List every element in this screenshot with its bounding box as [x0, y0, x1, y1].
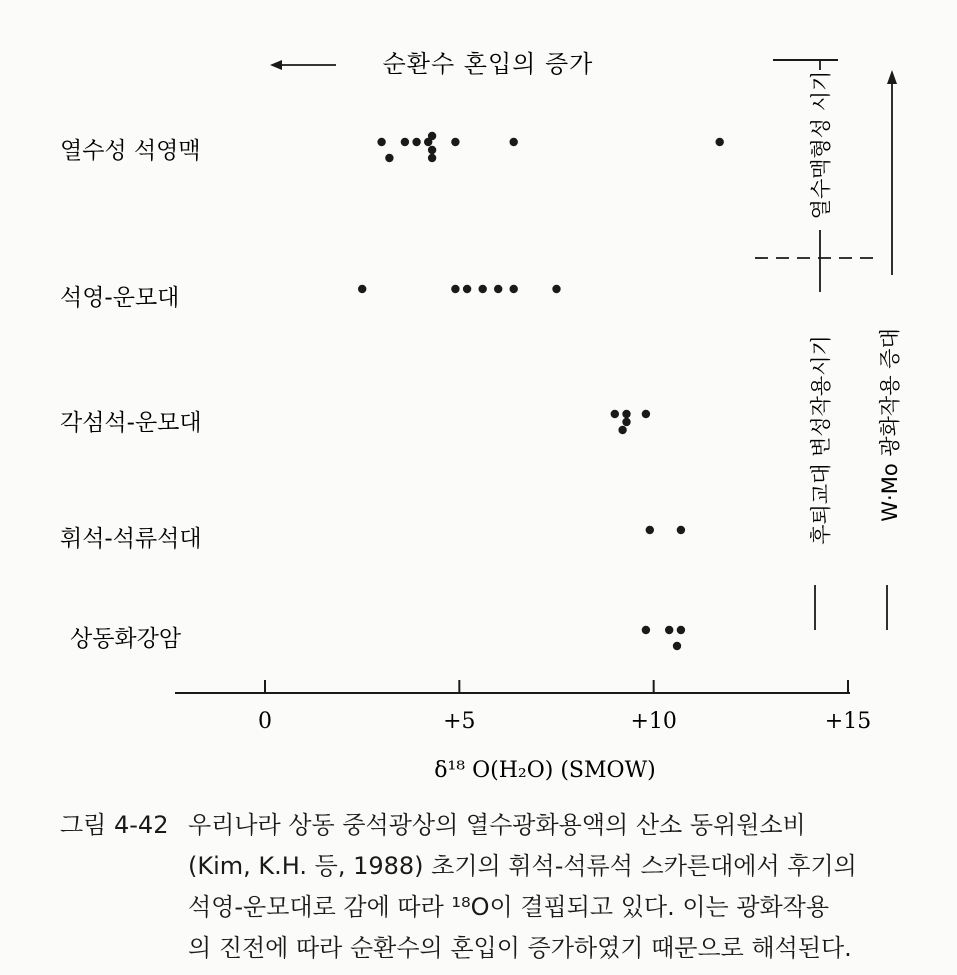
- category-label: 휘석-석류석대: [60, 526, 202, 552]
- data-point: [646, 526, 654, 534]
- data-point: [622, 418, 630, 426]
- x-tick-label: +15: [824, 709, 872, 734]
- data-point: [552, 285, 560, 293]
- arrow-label: 순환수 혼입의 증가: [382, 50, 594, 78]
- data-point: [665, 626, 673, 634]
- data-point: [451, 285, 459, 293]
- caption-line: (Kim, K.H. 등, 1988) 초기의 휘석-석류석 스카른대에서 후기의: [188, 852, 857, 880]
- data-point: [677, 626, 685, 634]
- data-point: [642, 626, 650, 634]
- category-label: 각섬석-운모대: [60, 410, 202, 436]
- data-point: [412, 138, 420, 146]
- data-point: [510, 138, 518, 146]
- stage-lower-label: 후퇴교대 변성작용시기: [809, 335, 833, 545]
- x-axis-label: δ¹⁸ O(H₂O) (SMOW): [434, 758, 656, 783]
- caption-line: 석영-운모대로 감에 따라 ¹⁸O이 결핍되고 있다. 이는 광화작용: [188, 893, 830, 921]
- caption-label: 그림 4-42: [60, 811, 169, 839]
- data-point: [358, 285, 366, 293]
- data-point: [401, 138, 409, 146]
- data-point: [673, 642, 681, 650]
- data-point: [428, 146, 436, 154]
- x-tick-label: 0: [258, 709, 272, 734]
- x-tick-label: +10: [630, 709, 677, 734]
- category-label: 상동화강암: [70, 626, 182, 652]
- category-label: 석영-운모대: [60, 285, 180, 311]
- data-point: [463, 285, 471, 293]
- data-point: [385, 154, 393, 162]
- data-point: [622, 410, 630, 418]
- stage-upper-label: 열수맥형성 시기: [809, 70, 833, 220]
- decrease-arrow-head: [270, 60, 282, 70]
- category-label: 열수성 석영맥: [60, 138, 201, 164]
- data-point: [428, 154, 436, 162]
- data-point: [611, 410, 619, 418]
- data-point: [716, 138, 724, 146]
- data-point: [642, 410, 650, 418]
- caption-line: 우리나라 상동 중석광상의 열수광화용액의 산소 동위원소비: [188, 811, 806, 839]
- data-point: [451, 138, 459, 146]
- data-point: [510, 285, 518, 293]
- mineralization-arrow-head: [887, 70, 897, 84]
- caption-line: 의 진전에 따라 순환수의 혼입이 증가하였기 때문으로 해석된다.: [188, 934, 852, 962]
- x-tick-label: +5: [443, 709, 476, 734]
- data-point: [428, 132, 436, 140]
- caption-body: [188, 805, 948, 969]
- data-point: [677, 526, 685, 534]
- stage-right-label: W·Mo 광화작용 증대: [878, 328, 902, 522]
- data-point: [479, 285, 487, 293]
- data-point: [618, 426, 626, 434]
- data-point: [494, 285, 502, 293]
- data-point: [377, 138, 385, 146]
